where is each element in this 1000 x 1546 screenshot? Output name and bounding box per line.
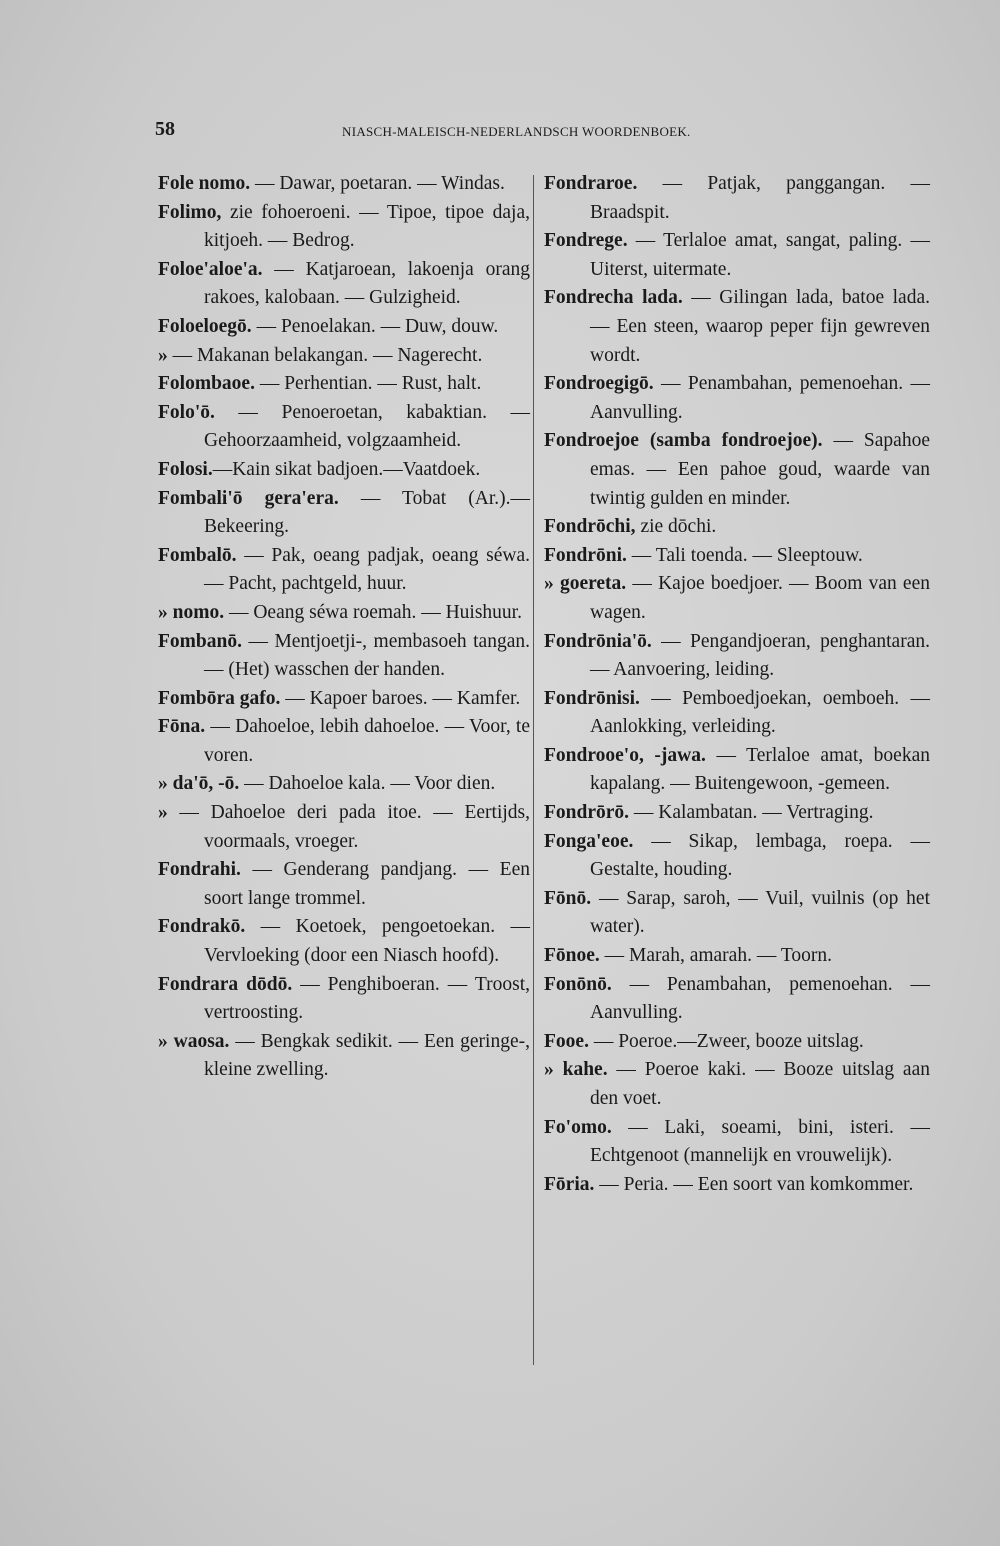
entry-headword: » [158,344,168,366]
entry-definition: — Pemboedjoekan, oemboeh. — Aanlokking, verleiding. [590,687,930,738]
entry-definition: — Sapahoe emas. — Een pahoe goud, waarde van twintig gulden en minder. [590,430,930,509]
entry-headword: Fondrōnia'ō. [544,630,652,652]
dictionary-entry [544,742,930,799]
dictionary-entry [158,256,530,313]
dictionary-entry [158,542,530,599]
entry-definition: — Makanan belakangan. — Nagerecht. [167,344,483,366]
entry-headword: Fonga'eoe. [544,830,634,852]
dictionary-entry [544,942,930,971]
dictionary-entry [544,1028,930,1057]
entry-definition: — Tobat (Ar.).— Bekeering. [204,487,530,538]
entry-headword: Fombōra gafo. [158,687,281,709]
dictionary-entry [544,1056,930,1113]
dictionary-entry [158,342,530,371]
entry-headword: Fonōnō. [544,973,612,995]
entry-definition: — Oeang séwa roemah. — Huishuur. [224,601,522,623]
entry-definition: — Dawar, poetaran. — Windas. [250,173,505,194]
dictionary-entry [158,370,530,399]
entry-headword: » kahe. [544,1059,608,1081]
dictionary-entry [544,971,930,1028]
entry-headword: Fondrōchi, [544,516,636,538]
dictionary-entry [158,1028,530,1085]
entry-definition: — Pengandjoeran, penghantaran. — Aanvoering, leiding. [590,630,930,681]
entry-definition: — Pak, oeang padjak, oeang séwa. — Pacht, pachtgeld, huur. [204,544,530,595]
dictionary-entry [544,799,930,828]
entry-definition: — Tali toenda. — Sleeptouw. [626,544,863,566]
entry-definition: zie dōchi. [635,516,717,538]
entry-headword: » goereta. [544,573,627,595]
entry-definition: — Kapoer baroes. — Kamfer. [280,687,521,709]
dictionary-entry [158,713,530,770]
dictionary-entry [544,542,930,571]
entry-definition: — Laki, soeami, bini, isteri. — Echtgenoot (mannelijk en vrouwelijk). [590,1116,930,1167]
dictionary-entry [544,227,930,284]
entry-definition: — Kajoe boedjoer. — Boom van een wagen. [590,573,930,623]
dictionary-entry [158,685,530,714]
entry-headword: » nomo. [158,601,225,623]
entry-definition: — Penambahan, pemenoehan. — Aanvulling. [590,373,930,423]
entry-definition: — Peria. — Een soort van komkommer. [594,1173,914,1195]
dictionary-entry [544,427,930,513]
entry-headword: Fondroejoe (samba fondroejoe). [544,430,823,452]
entry-headword: » [158,802,168,824]
entry-definition: — Poeroe.—Zweer, booze uitslag. [588,1030,864,1052]
entry-headword: Fondrahi. [158,859,241,881]
entry-definition: — Penoelakan. — Duw, douw. [251,315,499,337]
entry-definition: — Sikap, lembaga, roepa. — Gestalte, houding. [590,830,930,881]
entry-headword: Foloeloegō. [158,315,252,337]
column-divider [533,175,534,1365]
entry-definition: — Katjaroean, lakoenja orang rakoes, kalobaan. — Gulzigheid. [204,258,530,309]
entry-definition: — Poeroe kaki. — Booze uitslag aan den voet. [590,1059,930,1109]
entry-definition: — Terlaloe amat, boekan kapalang. — Buitengewoon, -gemeen. [590,744,930,795]
entry-definition: — Penghiboeran. — Troost, vertroosting. [204,973,530,1024]
entry-headword: Fondrecha lada. [544,287,683,309]
entry-definition: —Kain sikat badjoen.—Vaatdoek. [212,458,481,480]
dictionary-entry [544,284,930,370]
entry-definition: — Dahoeloe, lebih dahoeloe. — Voor, te voren. [204,716,530,766]
dictionary-entry [158,399,530,456]
entry-definition: — Bengkak sedikit. — Een geringe-, kleine zwelling. [204,1030,530,1081]
dictionary-entry [544,628,930,685]
entry-headword: Folimo, [158,201,222,223]
entry-definition: — Penoeroetan, kabaktian. — Gehoorzaamheid, volgzaamheid. [204,401,530,452]
entry-headword: Fondrara dōdō. [158,973,293,995]
entry-headword: Fondrōni. [544,544,627,566]
dictionary-entry [158,799,530,856]
dictionary-entry [544,1171,930,1200]
entry-headword: Fōnō. [544,887,592,909]
entry-headword: Fooe. [544,1030,589,1052]
entry-definition: zie fohoeroeni. — Tipoe, tipoe daja, kitjoeh. — Bedrog. [204,201,530,252]
entry-definition: — Penambahan, pemenoehan. — Aanvulling. [590,973,930,1024]
entry-headword: Folo'ō. [158,401,215,423]
entry-headword: Fōnoe. [544,945,600,967]
dictionary-entry [158,199,530,256]
entry-headword: » da'ō, -ō. [158,773,240,795]
running-title: NIASCH-MALEISCH-NEDERLANDSCH WOORDENBOEK. [342,124,691,139]
dictionary-entry [544,170,930,227]
entry-headword: » waosa. [158,1030,230,1052]
entry-headword: Fombali'ō gera'era. [158,487,339,509]
entry-definition: — Gilingan lada, batoe lada. — Een steen, waarop peper fijn gewreven wordt. [590,287,930,366]
dictionary-entry [544,370,930,427]
dictionary-entry [158,170,530,199]
entry-definition: — Genderang pandjang. — Een soort lange trommel. [204,859,530,909]
entry-headword: Fondrōnisi. [544,687,640,709]
entry-headword: Fōna. [158,716,206,738]
entry-definition: — Dahoeloe kala. — Voor dien. [239,773,496,795]
entry-headword: Foloe'aloe'a. [158,258,263,280]
dictionary-entry [544,513,930,542]
entry-headword: Fondraroe. [544,173,638,194]
entry-headword: Fondrōrō. [544,802,630,824]
entry-headword: Fondrakō. [158,916,246,938]
dictionary-entry [158,770,530,799]
entry-definition: — Koetoek, pengoetoekan. — Vervloeking (door een Niasch hoofd). [204,916,530,967]
dictionary-entry [544,1114,930,1171]
entry-headword: Fondrege. [544,230,628,252]
dictionary-entry [544,885,930,942]
entry-definition: — Marah, amarah. — Toorn. [599,945,833,967]
entry-definition: — Terlaloe amat, sangat, paling. — Uiterst, uitermate. [590,230,930,280]
entry-headword: Folombaoe. [158,373,255,395]
page-header [155,118,745,148]
entry-headword: Fombanō. [158,630,242,652]
left-column [158,170,530,1085]
dictionary-entry [158,485,530,542]
dictionary-entry [158,856,530,913]
entry-definition: — Mentjoetji-, membasoeh tangan. — (Het) wasschen der handen. [204,630,530,681]
entry-headword: Fo'omo. [544,1116,612,1138]
entry-definition: — Perhentian. — Rust, halt. [254,373,482,395]
entry-definition: — Sarap, saroh, — Vuil, vuilnis (op het water). [590,887,930,938]
dictionary-entry [158,971,530,1028]
entry-headword: Folosi. [158,458,213,480]
dictionary-entry [158,913,530,970]
dictionary-entry [544,570,930,627]
right-column [544,170,930,1199]
entry-definition: — Patjak, panggangan. — Braadspit. [590,173,930,223]
entry-headword: Fōria. [544,1173,595,1195]
dictionary-entry [544,828,930,885]
entry-headword: Fombalō. [158,544,237,566]
entry-headword: Fondrooe'o, -jawa. [544,744,706,766]
entry-headword: Fondroegigō. [544,373,654,395]
entry-definition: — Dahoeloe deri pada itoe. — Eertijds, voormaals, vroeger. [167,802,530,852]
dictionary-entry [158,456,530,485]
entry-headword: Fole nomo. [158,173,251,194]
page-number: 58 [155,118,175,140]
dictionary-entry [158,313,530,342]
dictionary-entry [158,599,530,628]
entry-definition: — Kalambatan. — Vertraging. [629,802,874,824]
dictionary-entry [544,685,930,742]
dictionary-entry [158,628,530,685]
